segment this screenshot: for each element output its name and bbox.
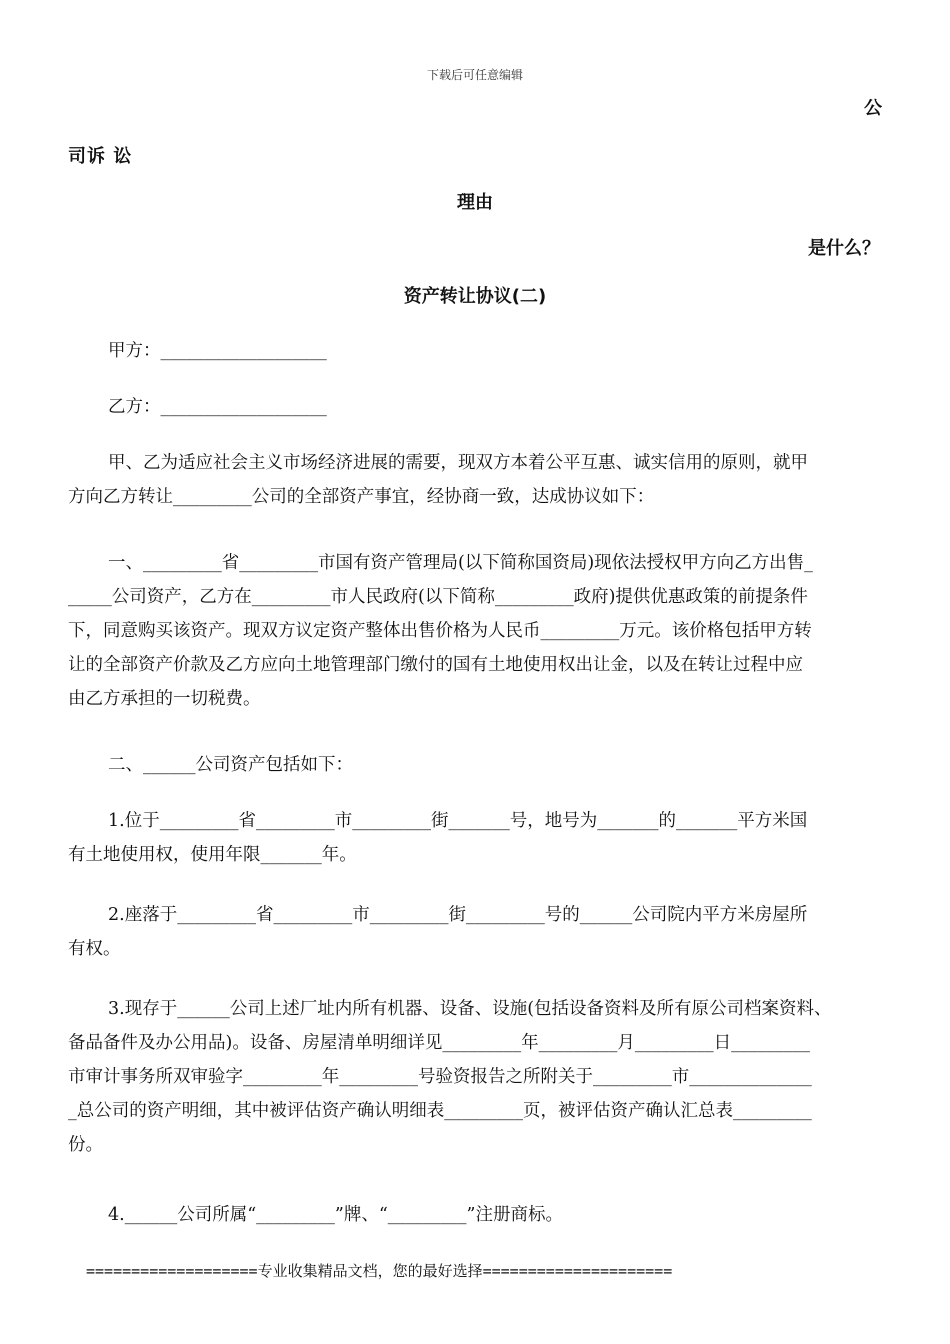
item-1-line-1: 1.位于_________省_________市_________街_______号，地号为_______的_______平方米国 [108,811,808,831]
item-3-line-5: 份。 [68,1135,103,1155]
header-note: 下载后可任意编辑 [426,68,523,82]
intro-line-1: 甲、乙为适应社会主义市场经济进展的需要，现双方本着公平互惠、诚实信用的原则，就甲 [108,453,808,473]
clause-1-line-3: 下，同意购买该资产。现双方议定资产整体出售价格为人民币_________万元。该价格包括甲方转 [68,621,812,641]
item-4-line: 4.______公司所属“_________”牌、“_________”注册商标。 [108,1205,563,1225]
item-2-line-1: 2.座落于_________省_________市_________街_________号的______公司院内平方米房屋所 [108,905,808,925]
item-3-line-4: _总公司的资产明细，其中被评估资产确认明细表_________页，被评估资产确认汇总表_________ [68,1101,812,1121]
party-b-line: 乙方：___________________ [108,397,327,417]
item-3-line-2: 备品备件及办公用品)。设备、房屋清单明细详见_________年_________月_________日_________ [68,1033,810,1053]
item-4-paragraph [68,1198,884,1232]
clause-2-paragraph [68,748,884,782]
heading-fragment-liyou: 理由 [457,192,493,213]
clause-1-line-1: 一、_________省_________市国有资产管理局(以下简称国资局)现依法授权甲方向乙方出售_ [108,553,813,573]
clause-1-line-5: 由乙方承担的一切税费。 [68,689,261,709]
item-3-line-1: 3.现存于______公司上述厂址内所有机器、设备、设施(包括设备资料及所有原公司档案资料、 [108,999,832,1019]
heading-fragment-sisong: 司诉 讼 [68,146,133,167]
document-title: 资产转让协议(二) [403,286,547,307]
item-3-paragraph [68,992,884,1162]
intro-paragraph [68,446,884,514]
heading-fragment-shishenme: 是什么？ [808,238,880,259]
clause-1-line-2: _____公司资产，乙方在_________市人民政府(以下简称_________政府)提供优惠政策的前提条件 [68,587,808,607]
clause-1-line-4: 让的全部资产价款及乙方应向土地管理部门缴付的国有土地使用权出让金，以及在转让过程中应 [68,655,803,675]
clause-1-paragraph [68,546,884,716]
item-1-line-2: 有土地使用权，使用年限_______年。 [68,845,357,865]
footer-banner: ===================专业收集精品文档，您的最好选择===================== [86,1262,673,1280]
party-a-line: 甲方：___________________ [108,341,327,361]
item-3-line-3: 市审计事务所双审验字_________年_________号验资报告之所附关于_________市______________ [68,1067,812,1087]
clause-2-line: 二、______公司资产包括如下： [108,755,353,775]
item-1-paragraph [68,804,884,872]
item-2-line-2: 有权。 [68,939,121,959]
intro-line-2: 方向乙方转让_________公司的全部资产事宜，经协商一致，达成协议如下： [68,487,655,507]
heading-fragment-gong: 公 [864,98,882,119]
item-2-paragraph [68,898,884,966]
